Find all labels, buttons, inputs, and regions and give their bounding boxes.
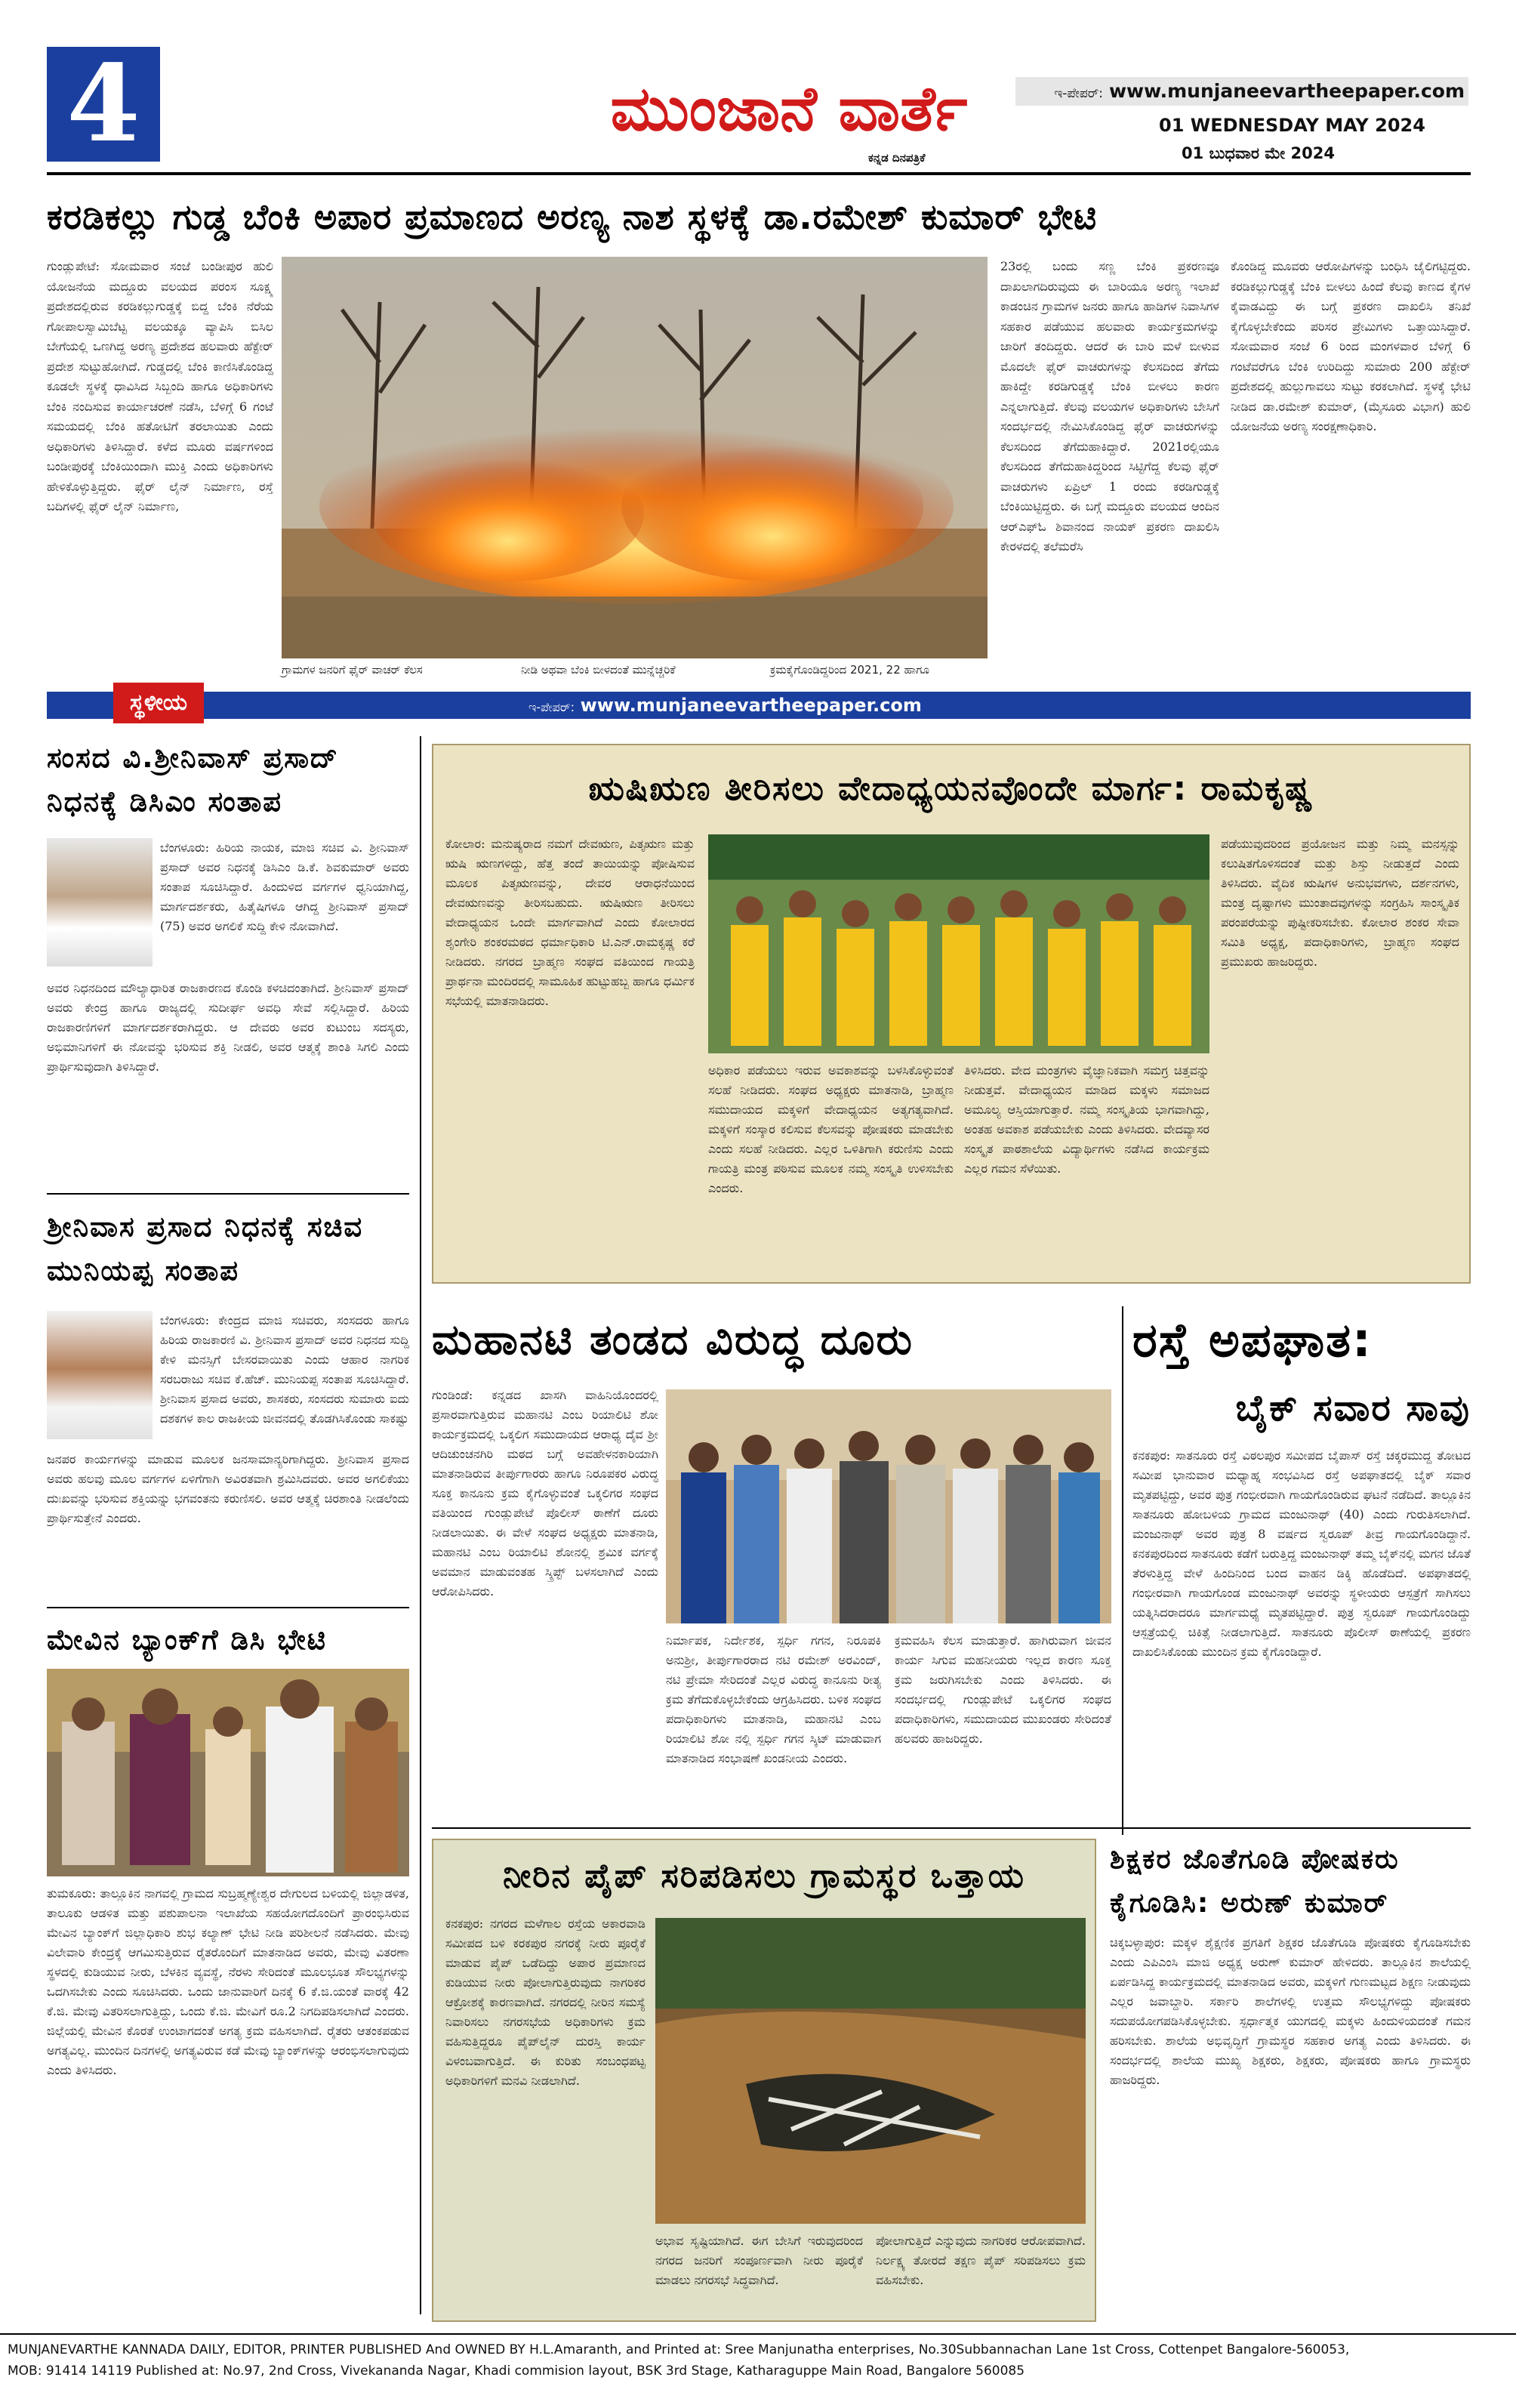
mahanati-col-3: ಕ್ರಮವಹಿಸಿ ಕೆಲಸ ಮಾಡುತ್ತಾರೆ. ಹಾಗಿರುವಾಗ ಜೀವನ ಕಾರ್ಯ ಸಿಗುವ ಮಹನೀಯರು ಇಲ್ಲದ ಕಾರಣ ಸೂಕ್ತ ಕ್ರಮ ಜರುಗಿಸಬೇಕು ಎಂದು ತಿಳಿಸಿದರು. ಈ ಸಂದರ್ಭದಲ್ಲಿ ಗುಂಡ್ಲುಪೇಟೆ ಒಕ್ಕಲಿಗರ ಸಂಘದ ಪದಾಧಿಕಾರಿಗಳು, ಸಮುದಾಯದ ಮುಖಂಡರು ಸೇರಿದಂತೆ ಹಲವರು ಹಾಜರಿದ್ದರು. [895, 1633, 1111, 1746]
section-epaper [528, 692, 1057, 719]
muniyappa-photo [47, 1311, 153, 1439]
photo-caption-1: ಗ್ರಾಮಗಳ ಜನರಿಗೆ ಫೈರ್ ವಾಚರ್ ಕೆಲಸ [282, 663, 423, 677]
pipe-caption-1: ಅಭಾವ ಸೃಷ್ಟಿಯಾಗಿದೆ. ಈಗ ಬೇಸಿಗೆ ಇರುವುದರಿಂದ ನಗರದ ಜನರಿಗೆ ಸಂಪೂರ್ಣವಾಗಿ ನೀರು ಪೂರೈಕೆ ಮಾಡಲು ನಗರಸಭೆ ಸಿದ್ಧವಾಗಿದೆ. [655, 2234, 863, 2287]
accident-headline-2: ಬೈಕ್ ಸವಾರ ಸಾವು [1235, 1387, 1471, 1429]
vedic-students-photo [708, 834, 1209, 1053]
muniyappa-body-top: ಬೆಂಗಳೂರು: ಕೇಂದ್ರದ ಮಾಜಿ ಸಚಿವರು, ಸಂಸದರು ಹಾಗೂ ಹಿರಿಯ ರಾಜಕಾರಣಿ ವಿ. ಶ್ರೀನಿವಾಸ ಪ್ರಸಾದ್ ಅವರ ನಿಧನದ ಸುದ್ದಿ ಕೇಳಿ ಮನಸ್ಸಿಗೆ ಬೇಸರವಾಯಿತು ಎಂದು ಆಹಾರ ನಾಗರಿಕ ಸರಬರಾಜು ಸಚಿವ ಕೆ.ಹೆಚ್. ಮುನಿಯಪ್ಪ ಸಂತಾಪ ಸೂಚಿಸಿದ್ದಾರೆ. ಶ್ರೀನಿವಾಸ ಪ್ರಸಾದ ಅವರು, ಶಾಸಕರು, ಸಂಸದರು ಸುಮಾರು ಐದು ದಶಕಗಳ ಕಾಲ ರಾಜಕೀಯ ಜೀವನದಲ್ಲಿ ತೊಡಗಿಸಿಕೊಂಡು ಸಾಕಷ್ಟು [160, 1313, 409, 1426]
epaper-header [1019, 77, 1465, 106]
section-epaper-link[interactable]: www.munjaneevartheepaper.com [580, 695, 922, 716]
footer-line-2: MOB: 91414 14119 Published at: No.97, 2nd Cross, Vivekananda Nagar, Khadi commision layout, BSK 3rd Stage, Katharaguppe Main Road, Bangalore 560085 [8, 2363, 1025, 2379]
date-english: 01 WEDNESDAY MAY 2024 [1159, 115, 1425, 136]
mahanati-col-2: ನಿರ್ಮಾಪಕ, ನಿರ್ದೇಶಕ, ಸ್ಪರ್ಧಿ ಗಗನ, ನಿರೂಪಕಿ ಅನುಶ್ರೀ, ತೀರ್ಪುಗಾರರಾದ ನಟಿ ರಮೇಶ್ ಅರವಿಂದ್, ನಟಿ ಪ್ರೇಮಾ ಸೇರಿದಂತೆ ಎಲ್ಲರ ವಿರುದ್ಧ ಕಾನೂನು ರೀತ್ಯ ಕ್ರಮ ತೆಗೆದುಕೊಳ್ಳಬೇಕೆಂದು ಆಗ್ರಹಿಸಿದರು. ಬಳಿಕ ಸಂಘದ ಪದಾಧಿಕಾರಿಗಳು ಮಾತನಾಡಿ, ಮಹಾನಟಿ ಎಂಬ ರಿಯಾಲಿಟಿ ಶೋ ನಲ್ಲಿ ಸ್ಪರ್ಧಿ ಗಗನ ಸ್ಕಿಟ್ ಮಾಡುವಾಗ ಮಾತನಾಡಿದ ಸಂಭಾಷಣೆ ಖಂಡನೀಯ ಎಂದರು. [666, 1633, 881, 1765]
teacher-headline-1: ಶಿಕ್ಷಕರ ಜೊತೆಗೂಡಿ ಪೋಷಕರು [1110, 1844, 1400, 1875]
section-epaper-label: ಇ-ಪೇಪರ್: [528, 700, 575, 714]
mahanati-col-1: ಗುಂಡಿಂಡೆ: ಕನ್ನಡದ ಖಾಸಗಿ ವಾಹಿನಿಯೊಂದರಲ್ಲಿ ಪ್ರಸಾರವಾಗುತ್ತಿರುವ ಮಹಾನಟಿ ಎಂಬ ರಿಯಾಲಿಟಿ ಶೋ ಕಾರ್ಯಕ್ರಮದಲ್ಲಿ ಒಕ್ಕಲಿಗ ಸಮುದಾಯದ ಆರಾಧ್ಯ ದೈವ ಶ್ರೀ ಆದಿಚುಂಚನಗಿರಿ ಮಠದ ಬಗ್ಗೆ ಅವಹೇಳನಕಾರಿಯಾಗಿ ಮಾತನಾಡಿರುವ ತೀರ್ಪುಗಾರರು ಹಾಗೂ ನಿರೂಪಕರ ವಿರುದ್ಧ ಸೂಕ್ತ ಕಾನೂನು ಕ್ರಮ ಕೈಗೊಳ್ಳುವಂತೆ ಒಕ್ಕಲಿಗರ ಸಂಘದ ವತಿಯಿಂದ ಗುಂಡ್ಲುಪೇಟೆ ಪೊಲೀಸ್ ಠಾಣೆಗೆ ದೂರು ನೀಡಲಾಯಿತು. ಈ ವೇಳೆ ಸಂಘದ ಅಧ್ಯಕ್ಷರು ಮಾತನಾಡಿ, ಮಹಾನಟಿ ಎಂಬ ರಿಯಾಲಿಟಿ ಶೋನಲ್ಲಿ ಶ್ರಮಿಕ ವರ್ಗಕ್ಕೆ ಅವಮಾನ ಮಾಡುವಂತಹ ಸ್ಕ್ರಿಪ್ಟ್ ಬಳಸಲಾಗಿದೆ ಎಂದು ಆರೋಪಿಸಿದರು. [432, 1388, 658, 1599]
photo-caption-2: ನೀಡಿ ಅಥವಾ ಬೆಂಕಿ ಬೀಳದಂತೆ ಮುನ್ನೆಚ್ಚರಿಕೆ [521, 663, 676, 677]
pipe-caption-2: ಪೋಲಾಗುತ್ತಿದೆ ಎನ್ನುವುದು ನಾಗರಿಕರ ಆರೋಪವಾಗಿದೆ. ನಿರ್ಲಕ್ಷ್ಯ ತೋರದೆ ತಕ್ಷಣ ಪೈಪ್ ಸರಿಪಡಿಸಲು ಕ್ರಮ ವಹಿಸಬೇಕು. [876, 2234, 1086, 2287]
srinivas-body-bottom: ಅವರ ನಿಧನದಿಂದ ಮೌಲ್ಯಾಧಾರಿತ ರಾಜಕಾರಣದ ಕೊಂಡಿ ಕಳಚಿದಂತಾಗಿದೆ. ಶ್ರೀನಿವಾಸ್ ಪ್ರಸಾದ್ ಅವರು ಕೇಂದ್ರ ಹಾಗೂ ರಾಜ್ಯದಲ್ಲಿ ಸುದೀರ್ಘ ಅವಧಿ ಸೇವೆ ಸಲ್ಲಿಸಿದ್ದಾರೆ. ಹಿರಿಯ ರಾಜಕಾರಣಿಗಳಿಗೆ ಮಾರ್ಗದರ್ಶಕರಾಗಿದ್ದರು. ಆ ದೇವರು ಅವರ ಕುಟುಂಬ ಸದಸ್ಯರು, ಅಭಿಮಾನಿಗಳಿಗೆ ಈ ನೋವನ್ನು ಭರಿಸುವ ಶಕ್ತಿ ನೀಡಲಿ, ಅವರ ಆತ್ಮಕ್ಕೆ ಶಾಂತಿ ಸಿಗಲಿ ಎಂದು ಪ್ರಾರ್ಥಿಸುವುದಾಗಿ ತಿಳಿಸಿದ್ದಾರೆ. [47, 981, 409, 1074]
masthead-tagline: ಕನ್ನಡ ದಿನಪತ್ರಿಕೆ [868, 151, 926, 165]
srinivas-body-top: ಬೆಂಗಳೂರು: ಹಿರಿಯ ನಾಯಕ, ಮಾಜಿ ಸಚಿವ ವಿ. ಶ್ರೀನಿವಾಸ್ ಪ್ರಸಾದ್ ಅವರ ನಿಧನಕ್ಕೆ ಡಿಸಿಎಂ ಡಿ.ಕೆ. ಶಿವಕುಮಾರ್ ಅವರು ಸಂತಾಪ ಸೂಚಿಸಿದ್ದಾರೆ. ಹಿಂದುಳಿದ ವರ್ಗಗಳ ಧ್ವನಿಯಾಗಿದ್ದ, ಮಾರ್ಗದರ್ಶಕರು, ಹಿತೈಷಿಗಳೂ ಆಗಿದ್ದ ಶ್ರೀನಿವಾಸ್ ಪ್ರಸಾದ್ (75) ಅವರ ಅಗಲಿಕೆ ಸುದ್ದಿ ಕೇಳಿ ನೋವಾಗಿದೆ. [160, 840, 409, 933]
rishi-col-4: ಪಡೆಯುವುದರಿಂದ ಪ್ರಯೋಜನ ಮತ್ತು ನಿಮ್ಮ ಮನಸ್ಸನ್ನು ಕಲುಷಿತಗೊಳಿಸದಂತೆ ಮತ್ತು ಶಿಸ್ತು ನೀಡುತ್ತದೆ ಎಂದು ತಿಳಿಸಿದರು. ವೈದಿಕ ಋಷಿಗಳ ಅನುಭವಗಳು, ದರ್ಶನಗಳು, ಮಂತ್ರ ದೃಷ್ಟಾಗಳು ಮುಂತಾದವುಗಳನ್ನು ಸಂಗ್ರಹಿಸಿ ಸಾಂಸ್ಕೃತಿಕ ಪರಂಪರೆಯನ್ನು ಪುಷ್ಟೀಕರಿಸಬೇಕು. ಕೋಲಾರ ಶಂಕರ ಸೇವಾ ಸಮಿತಿ ಅಧ್ಯಕ್ಷ, ಪದಾಧಿಕಾರಿಗಳು, ಬ್ರಾಹ್ಮಣ ಸಂಘದ ಪ್ರಮುಖರು ಹಾಜರಿದ್ದರು. [1221, 837, 1459, 969]
masthead-divider [47, 172, 1471, 175]
left-divider-2 [47, 1607, 409, 1608]
rishi-col-2: ಅಧಿಕಾರ ಪಡೆಯಲು ಇರುವ ಅವಕಾಶವನ್ನು ಬಳಸಿಕೊಳ್ಳುವಂತೆ ಸಲಹೆ ನೀಡಿದರು. ಸಂಘದ ಅಧ್ಯಕ್ಷರು ಮಾತನಾಡಿ, ಬ್ರಾಹ್ಮಣ ಸಮುದಾಯದ ಮಕ್ಕಳಿಗೆ ವೇದಾಧ್ಯಯನ ಅತ್ಯಗತ್ಯವಾಗಿದೆ. ಮಕ್ಕಳಿಗೆ ಸಂಸ್ಕಾರ ಕಲಿಸುವ ಕೆಲಸವನ್ನು ಪೋಷಕರು ಮಾಡಬೇಕು ಎಂದು ಸಲಹೆ ನೀಡಿದರು. ಎಲ್ಲರ ಒಳಿತಿಗಾಗಿ ಕರುಣಿಸು ಎಂದು ಗಾಯತ್ರಿ ಮಂತ್ರ ಪಠಿಸುವ ಮೂಲಕ ನಮ್ಮ ಸಂಸ್ಕೃತಿ ಉಳಿಸಬೇಕು ಎಂದರು. [708, 1063, 954, 1195]
accident-headline-1: ರಸ್ತೆ ಅಪಘಾತ: [1132, 1312, 1373, 1367]
rishi-headline: ಋಷಿಋಣ ತೀರಿಸಲು ವೇದಾಧ್ಯಯನವೊಂದೇ ಮಾರ್ಗ: ರಾಮಕೃಷ್ಣ [588, 769, 1314, 808]
epaper-label: ಇ-ಪೇಪರ್: [1054, 86, 1103, 101]
lead-col-3: ಕೊಂಡಿದ್ದ ಮೂವರು ಆರೋಪಿಗಳನ್ನು ಬಂಧಿಸಿ ಜೈಲಿಗಟ್ಟಿದ್ದರು. ಕರಡಿಕಲ್ಲುಗುಡ್ಡಕ್ಕೆ ಬೆಂಕಿ ಬೀಳಲು ಹಿಂದೆ ಕೆಲವು ಕಾಣದ ಕೈಗಳ ಕೈವಾಡವಿದ್ದು ಈ ಬಗ್ಗೆ ಪ್ರಕರಣ ದಾಖಲಿಸಿ ತನಿಖೆ ಕೈಗೊಳ್ಳಬೇಕೆಂದು ಪರಿಸರ ಪ್ರೇಮಿಗಳು ಒತ್ತಾಯಿಸಿದ್ದಾರೆ. ಸೋಮವಾರ ಸಂಜೆ 6 ರಿಂದ ಮಂಗಳವಾರ ಬೆಳಿಗ್ಗೆ 6 ಗಂಟೆವರೆಗೂ ಬೆಂಕಿ ಉರಿದಿದ್ದು ಸುಮಾರು 200 ಹೆಕ್ಟೇರ್ ಪ್ರದೇಶದಲ್ಲಿ ಹುಲ್ಲುಗಾವಲು ಸುಟ್ಟು ಕರಕಲಾಗಿದೆ. ಸ್ಥಳಕ್ಕೆ ಭೇಟಿ ನೀಡಿದ ಡಾ.ರಮೇಶ್ ಕುಮಾರ್, (ಮೈಸೂರು ವಿಭಾಗ) ಹುಲಿ ಯೋಜನೆಯ ಅರಣ್ಯ ಸಂರಕ್ಷಣಾಧಿಕಾರಿ. [1231, 259, 1471, 433]
mid-horizontal-rule [432, 1827, 1471, 1829]
footer-rule [0, 2333, 1516, 2335]
epaper-link[interactable]: www.munjaneevartheepaper.com [1108, 80, 1465, 102]
fodder-bank-photo [47, 1669, 409, 1876]
dk-shivakumar-photo [47, 838, 153, 967]
mid-column-rule [1122, 1306, 1123, 1835]
pipe-headline: ನೀರಿನ ಪೈಪ್ ಸರಿಪಡಿಸಲು ಗ್ರಾಮಸ್ಥರ ಒತ್ತಾಯ [503, 1857, 1025, 1895]
pipe-col-1: ಕನಕಪುರ: ನಗರದ ಮಳೆಗಾಲ ರಸ್ತೆಯ ಅಕಾರವಾಡಿ ಸಮೀಪದ ಬಳಿ ಕರಕಪುರ ನಗರಕ್ಕೆ ನೀರು ಪೂರೈಕೆ ಮಾಡುವ ಪೈಪ್ ಒಡೆದಿದ್ದು ಅಪಾರ ಪ್ರಮಾಣದ ಕುಡಿಯುವ ನೀರು ಪೋಲಾಗುತ್ತಿರುವುದು ನಾಗರಿಕರ ಆಕ್ರೋಶಕ್ಕೆ ಕಾರಣವಾಗಿದೆ. ನಗರದಲ್ಲಿ ನೀರಿನ ಸಮಸ್ಯೆ ನಿವಾರಿಸಲು ನಗರಸಭೆಯ ಅಧಿಕಾರಿಗಳು ಕ್ರಮ ವಹಿಸುತ್ತಿದ್ದರೂ ಪೈಪ್‌ಲೈನ್ ದುರಸ್ತಿ ಕಾರ್ಯ ವಿಳಂಬವಾಗುತ್ತಿದೆ. ಈ ಕುರಿತು ಸಂಬಂಧಪಟ್ಟ ಅಧಿಕಾರಿಗಳಿಗೆ ಮನವಿ ನೀಡಲಾಗಿದೆ. [445, 1916, 646, 2088]
complaint-group-photo [666, 1389, 1111, 1623]
rishi-col-3: ತಿಳಿಸಿದರು. ವೇದ ಮಂತ್ರಗಳು ವೈಜ್ಞಾನಿಕವಾಗಿ ಸಮಗ್ರ ಚಿತ್ತವನ್ನು ನೀಡುತ್ತವೆ. ವೇದಾಧ್ಯಯನ ಮಾಡಿದ ಮಕ್ಕಳು ಸಮಾಜದ ಅಮೂಲ್ಯ ಆಸ್ತಿಯಾಗುತ್ತಾರೆ. ನಮ್ಮ ಸಂಸ್ಕೃತಿಯ ಭಾಗವಾಗಿದ್ದು, ಅಂತಹ ಅವಕಾಶ ಪಡೆಯಬೇಕು ಎಂದು ತಿಳಿಸಿದರು. ವೇದವ್ಯಾಸರ ಸಂಸ್ಕೃತ ಪಾಠಶಾಲೆಯ ವಿದ್ಯಾರ್ಥಿಗಳು ನಡೆಸಿದ ಕಾರ್ಯಕ್ರಮ ಎಲ್ಲರ ಗಮನ ಸೆಳೆಯಿತು. [964, 1063, 1209, 1176]
page-number: 4 [66, 42, 140, 166]
mahanati-headline: ಮಹಾನಟಿ ತಂಡದ ವಿರುದ್ಧ ದೂರು [432, 1315, 914, 1364]
srinivas-headline: ಸಂಸದ ವಿ.ಶ್ರೀನಿವಾಸ್ ಪ್ರಸಾದ್ ನಿಧನಕ್ಕೆ ಡಿಸಿಎಂ ಸಂತಾಪ [47, 742, 339, 818]
photo-caption-3: ಕ್ರಮಕೈಗೊಂಡಿದ್ದರಿಂದ 2021, 22 ಹಾಗೂ [770, 663, 929, 677]
footer-line-1: MUNJANEVARTHE KANNADA DAILY, EDITOR, PRINTER PUBLISHED And OWNED BY H.L.Amaranth, and Printed at: Sree Manjunatha enterprises, No.30Subbannachan Lane 1st Cross, Cottenpet Bangalore-560053, [8, 2342, 1350, 2357]
broken-pipe-photo [655, 1918, 1086, 2224]
section-label: ಸ್ಥಳೀಯ [113, 683, 204, 723]
masthead-title: ಮುಂಜಾನೆ ವಾರ್ತೆ [610, 73, 968, 145]
rishi-col-1: ಕೋಲಾರ: ಮನುಷ್ಯರಾದ ನಮಗೆ ದೇವಋಣ, ಪಿತೃಋಣ ಮತ್ತು ಋಷಿ ಋಣಗಳಿದ್ದು, ಹೆತ್ತ ತಂದೆ ತಾಯಿಯನ್ನು ಪೋಷಿಸುವ ಮೂಲಕ ಪಿತೃಋಣವನ್ನು, ದೇವರ ಆರಾಧನೆಯಿಂದ ದೇವಋಣವನ್ನು ತೀರಿಸಬಹುದು. ಋಷಿಋಣ ತೀರಿಸಲು ವೇದಾಧ್ಯಯನ ಒಂದೇ ಮಾರ್ಗವಾಗಿದೆ ಎಂದು ಕೋಲಾರದ ಶೃಂಗೇರಿ ಶಂಕರಮಠದ ಧರ್ಮಾಧಿಕಾರಿ ಟಿ.ಎನ್.ರಾಮಕೃಷ್ಣ ಕರೆ ನೀಡಿದರು. ನಗರದ ಬ್ರಾಹ್ಮಣ ಸಂಘದ ವತಿಯಿಂದ ಗಾಯತ್ರಿ ಪ್ರಾರ್ಥನಾ ಮಂದಿರದಲ್ಲಿ ಸಾಮೂಹಿಕ ಹುಟ್ಟುಹಬ್ಬ ಹಾಗೂ ಧರ್ಮಿಕ ಸಭೆಯಲ್ಲಿ ಮಾತನಾಡಿದರು. [445, 837, 695, 1008]
teacher-body: ಚಿಕ್ಕಬಳ್ಳಾಪುರ: ಮಕ್ಕಳ ಶೈಕ್ಷಣಿಕ ಪ್ರಗತಿಗೆ ಶಿಕ್ಷಕರ ಜೊತೆಗೂಡಿ ಪೋಷಕರು ಕೈಗೂಡಿಸಬೇಕು ಎಂದು ಎಪಿಎಂಸಿ ಮಾಜಿ ಅಧ್ಯಕ್ಷ ಅರುಣ್ ಕುಮಾರ್ ಹೇಳಿದರು. ತಾಲ್ಲೂಕಿನ ಶಾಲೆಯಲ್ಲಿ ಏರ್ಪಡಿಸಿದ್ದ ಕಾರ್ಯಕ್ರಮದಲ್ಲಿ ಮಾತನಾಡಿದ ಅವರು, ಮಕ್ಕಳಿಗೆ ಗುಣಮಟ್ಟದ ಶಿಕ್ಷಣ ನೀಡುವುದು ಎಲ್ಲರ ಜವಾಬ್ದಾರಿ. ಸರ್ಕಾರಿ ಶಾಲೆಗಳಲ್ಲಿ ಉತ್ತಮ ಸೌಲಭ್ಯಗಳಿದ್ದು ಪೋಷಕರು ಸದುಪಯೋಗಪಡಿಸಿಕೊಳ್ಳಬೇಕು. ಸ್ಪರ್ಧಾತ್ಮಕ ಯುಗದಲ್ಲಿ ಮಕ್ಕಳು ಹಿಂದುಳಿಯದಂತೆ ಗಮನ ಹರಿಸಬೇಕು. ಶಾಲೆಯ ಅಭಿವೃದ್ಧಿಗೆ ಗ್ರಾಮಸ್ಥರ ಸಹಕಾರ ಅಗತ್ಯ ಎಂದು ತಿಳಿಸಿದರು. ಈ ಸಂದರ್ಭದಲ್ಲಿ ಶಾಲೆಯ ಮುಖ್ಯ ಶಿಕ್ಷಕರು, ಶಿಕ್ಷಕರು, ಪೋಷಕರು ಹಾಗೂ ಗ್ರಾಮಸ್ಥರು ಹಾಜರಿದ್ದರು. [1110, 1935, 1471, 2087]
teacher-headline-2: ಕೈಗೂಡಿಸಿ: ಅರುಣ್ ಕುಮಾರ್ [1110, 1888, 1389, 1919]
lead-col-1: ಗುಂಡ್ಲುಪೇಟೆ: ಸೋಮವಾರ ಸಂಜೆ ಬಂಡೀಪುರ ಹುಲಿ ಯೋಜನೆಯ ಮದ್ದೂರು ವಲಯದ ಪರಂಸ ಸೂಕ್ಷ್ಮ ಪ್ರದೇಶದಲ್ಲಿರುವ ಕರಡಿಕಲ್ಲುಗುಡ್ಡಕ್ಕೆ ಬಿದ್ದ ಬೆಂಕಿ ನೆರೆಯ ಗೋಪಾಲಸ್ವಾಮಿಬೆಟ್ಟ ವಲಯಕ್ಕೂ ವ್ಯಾಪಿಸಿ ಬಿಸಿಲ ಬೇಗೆಯಲ್ಲಿ ಒಣಗಿದ್ದ ಅರಣ್ಯ ಪ್ರದೇಶದ ಹಲವಾರು ಹೆಕ್ಟೇರ್ ಪ್ರದೇಶ ಸುಟ್ಟುಹೋಗಿದೆ. ಗುಡ್ಡದಲ್ಲಿ ಬೆಂಕಿ ಕಾಣಿಸಿಕೊಂಡಿದ್ದ ಕೂಡಲೇ ಸ್ಥಳಕ್ಕೆ ಧಾವಿಸಿದ ಸಿಬ್ಬಂದಿ ಹಾಗೂ ಅಧಿಕಾರಿಗಳು ಬೆಂಕಿ ನಂದಿಸುವ ಕಾರ್ಯಾಚರಣೆ ನಡೆಸಿ, ಬೆಳಿಗ್ಗೆ 6 ಗಂಟೆ ಸಮಯದಲ್ಲಿ ಬೆಂಕಿ ಹತೋಟಿಗೆ ತರಲಾಯಿತು ಎಂದು ಅಧಿಕಾರಿಗಳು ತಿಳಿಸಿದ್ದಾರೆ. ಕಳೆದ ಮೂರು ವರ್ಷಗಳಿಂದ ಬಂಡೀಪುರಕ್ಕೆ ಬೆಂಕಿಯಿಂದಾಗಿ ಮುಕ್ತಿ ಎಂದು ಅಧಿಕಾರಿಗಳು ಹೇಳಿಕೊಳ್ಳುತ್ತಿದ್ದರು. ಫೈರ್ ಲೈನ್ ನಿರ್ಮಾಣ, ರಸ್ತೆ ಬದಿಗಳಲ್ಲಿ ಫೈರ್ ಲೈನ್ ನಿರ್ಮಾಣ, [47, 259, 273, 513]
left-column-rule [420, 736, 421, 2314]
date-kannada: 01 ಬುಧವಾರ ಮೇ 2024 [1182, 144, 1335, 162]
lead-col-2: 23ರಲ್ಲಿ ಬಂದು ಸಣ್ಣ ಬೆಂಕಿ ಪ್ರಕರಣವೂ ದಾಖಲಾಗದಿರುವುದು ಈ ಬಾರಿಯೂ ಅರಣ್ಯ ಇಲಾಖೆ ಕಾಡಂಚಿನ ಗ್ರಾಮಗಳ ಜನರು ಹಾಗೂ ಹಾಡಿಗಳ ನಿವಾಸಿಗಳ ಸಹಕಾರ ಪಡೆಯುವ ಹಲವಾರು ಕಾರ್ಯಕ್ರಮಗಳನ್ನು ಜಾರಿಗೆ ತಂದಿದ್ದರು. ಆದರೆ ಈ ಬಾರಿ ಮಳೆ ಬೀಳುವ ಮೊದಲೇ ಫೈರ್ ವಾಚರುಗಳನ್ನು ಕೆಲಸದಿಂದ ತೆಗೆದು ಹಾಕಿದ್ದೇ ಕರಡಿಗುಡ್ಡಕ್ಕೆ ಬೆಂಕಿ ಬೀಳಲು ಕಾರಣ ಎನ್ನಲಾಗುತ್ತಿದೆ. ಕೆಲವು ವಲಯಗಳ ಅಧಿಕಾರಿಗಳು ಬೇಸಿಗೆ ಸಂದರ್ಭದಲ್ಲಿ ನೇಮಿಸಿಕೊಂಡಿದ್ದ ಫೈರ್ ವಾಚರುಗಳನ್ನು ಕೆಲಸದಿಂದ ತೆಗೆದುಹಾಕಿದ್ದಾರೆ. 2021ರಲ್ಲಿಯೂ ಕೆಲಸದಿಂದ ತೆಗೆದುಹಾಕಿದ್ದರಿಂದ ಸಿಟ್ಟಿಗೆದ್ದ ಕೆಲವು ಫೈರ್ ವಾಚರುಗಳು ಏಪ್ರಿಲ್ 1 ರಂದು ಕರಡಿಗುಡ್ಡಕ್ಕೆ ಬೆಂಕಿಯಿಟ್ಟಿದ್ದರು. ಈ ಬಗ್ಗೆ ಮದ್ದೂರು ವಲಯದ ಆಂದಿನ ಆರ್‌ಎಫ್‌ಓ ಶಿವಾನಂದ ನಾಯಕ್ ಪ್ರಕರಣ ದಾಖಲಿಸಿ ಕೇರಳದಲ್ಲಿ ತಲೆಮರೆಸಿ [1000, 259, 1219, 553]
muniyappa-body-bottom: ಜನಪರ ಕಾರ್ಯಗಳನ್ನು ಮಾಡುವ ಮೂಲಕ ಜನಸಾಮಾನ್ಯರಿಗಾಗಿದ್ದರು. ಶ್ರೀನಿವಾಸ ಪ್ರಸಾದ ಅವರು ಹಲವು ಮೂಲ ವರ್ಗಗಳ ಏಳಿಗೆಗಾಗಿ ಅವಿರತವಾಗಿ ಶ್ರಮಿಸಿದವರು. ಅವರ ಅಗಲಿಕೆಯು ದುಃಖವನ್ನು ಭರಿಸುವ ಶಕ್ತಿಯನ್ನು ಭಗವಂತನು ಕರುಣಿಸಲಿ. ಅವರ ಆತ್ಮಕ್ಕೆ ಚಿರಶಾಂತಿ ನೀಡಲೆಂದು ಪ್ರಾರ್ಥಿಸುತ್ತೇನೆ ಎಂದರು. [47, 1452, 409, 1525]
muniyappa-headline: ಶ್ರೀನಿವಾಸ ಪ್ರಸಾದ ನಿಧನಕ್ಕೆ ಸಚಿವ ಮುನಿಯಪ್ಪ ಸಂತಾಪ [47, 1210, 364, 1287]
bank-headline: ಮೇವಿನ ಬ್ಯಾಂಕ್‌ಗೆ ಡಿಸಿ ಭೇಟಿ [47, 1623, 327, 1656]
left-divider-1 [47, 1193, 409, 1195]
bank-body: ತುಮಕೂರು: ತಾಲ್ಲೂಕಿನ ನಾಗವಲ್ಲಿ ಗ್ರಾಮದ ಸುಬ್ರಹ್ಮಣ್ಯೇಶ್ವರ ದೇಗುಲದ ಬಳಿಯಲ್ಲಿ ಜಿಲ್ಲಾಡಳಿತ, ತಾಲೂಕು ಆಡಳಿತ ಮತ್ತು ಪಶುಪಾಲನಾ ಇಲಾಖೆಯ ಸಹಯೋಗದೊಂದಿಗೆ ಪ್ರಾರಂಭಿಸಿರುವ ಮೇವಿನ ಬ್ಯಾಂಕ್‌ಗೆ ಜಿಲ್ಲಾಧಿಕಾರಿ ಶುಭ ಕಲ್ಯಾಣ್ ಭೇಟಿ ನೀಡಿ ಪರಿಶೀಲನೆ ನಡೆಸಿದರು. ಮೇವು ವಿಲೇವಾರಿ ಕೇಂದ್ರಕ್ಕೆ ಆಗಮಿಸುತ್ತಿರುವ ರೈತರೊಂದಿಗೆ ಮಾತನಾಡಿದ ಅವರು, ಮೇವು ವಿತರಣಾ ಸ್ಥಳದಲ್ಲಿ ಕುಡಿಯುವ ನೀರು, ಬೆಳಕಿನ ವ್ಯವಸ್ಥೆ, ನೆರಳು ಸೇರಿದಂತೆ ಮೂಲಭೂತ ಸೌಲಭ್ಯಗಳನ್ನು ಒದಗಿಸಬೇಕು ಎಂದು ಸೂಚಿಸಿದರು. ಒಂದು ಜಾನುವಾರಿಗೆ ದಿನಕ್ಕೆ 6 ಕೆ.ಜಿ.ಯಂತೆ ವಾರಕ್ಕೆ 42 ಕೆ.ಜಿ. ಮೇವು ವಿತರಿಸಲಾಗುತ್ತಿದ್ದು, ಒಂದು ಕೆ.ಜಿ. ಮೇವಿಗೆ ರೂ.2 ನಿಗದಿಪಡಿಸಲಾಗಿದೆ ಎಂದರು. ಜಿಲ್ಲೆಯಲ್ಲಿ ಮೇವಿನ ಕೊರತೆ ಉಂಟಾಗದಂತೆ ಅಗತ್ಯ ಕ್ರಮ ವಹಿಸಲಾಗಿದೆ. ರೈತರು ಆತಂಕಪಡುವ ಅಗತ್ಯವಿಲ್ಲ. ಮುಂದಿನ ದಿನಗಳಲ್ಲಿ ಅಗತ್ಯವಿರುವ ಕಡೆ ಮೇವು ಬ್ಯಾಂಕ್‌ಗಳನ್ನು ಆರಂಭಿಸಲಾಗುವುದು ಎಂದು ತಿಳಿಸಿದರು. [47, 1886, 409, 2077]
accident-body: ಕನಕಪುರ: ಸಾತನೂರು ರಸ್ತೆ ವಿಠಲಪುರ ಸಮೀಪದ ಬೈಪಾಸ್ ರಸ್ತೆ ಚಕ್ಕರಮುದ್ದ ತೋಟದ ಸಮೀಪ ಭಾನುವಾರ ಮಧ್ಯಾಹ್ನ ಸಂಭವಿಸಿದ ರಸ್ತೆ ಅಪಘಾತದಲ್ಲಿ ಬೈಕ್ ಸವಾರ ಮೃತಪಟ್ಟಿದ್ದು, ಅವರ ಪುತ್ರ ಗಂಭೀರವಾಗಿ ಗಾಯಗೊಂಡಿರುವ ಘಟನೆ ನಡೆದಿದೆ. ತಾಲ್ಲೂಕಿನ ಸಾತನೂರು ಹೋಬಳಿಯ ಗ್ರಾಮದ ಮಂಜುನಾಥ್ (40) ಎಂದು ಗುರುತಿಸಲಾಗಿದೆ. ಮಂಜುನಾಥ್ ಅವರ ಪುತ್ರ 8 ವರ್ಷದ ಸ್ವರೂಪ್ ತೀವ್ರ ಗಾಯಗೊಂಡಿದ್ದಾನೆ. ಕನಕಪುರದಿಂದ ಸಾತನೂರು ಕಡೆಗೆ ಬರುತ್ತಿದ್ದ ಮಂಜುನಾಥ್ ತಮ್ಮ ಬೈಕ್‌ನಲ್ಲಿ ಮಗನ ಜೊತೆ ತೆರಳುತ್ತಿದ್ದ ವೇಳೆ ಹಿಂದಿನಿಂದ ಬಂದ ವಾಹನ ಡಿಕ್ಕಿ ಹೊಡೆದಿದೆ. ಅಪಘಾತದಲ್ಲಿ ಗಂಭೀರವಾಗಿ ಗಾಯಗೊಂಡ ಮಂಜುನಾಥ್ ಅವರನ್ನು ಸ್ಥಳೀಯರು ಆಸ್ಪತ್ರೆಗೆ ಸಾಗಿಸಲು ಯತ್ನಿಸಿದರಾದರೂ ಮಾರ್ಗಮಧ್ಯೆ ಮೃತಪಟ್ಟಿದ್ದಾರೆ. ಪುತ್ರ ಸ್ವರೂಪ್ ಗಾಯಗೊಂಡಿದ್ದು ಆಸ್ಪತ್ರೆಯಲ್ಲಿ ಚಿಕಿತ್ಸೆ ನೀಡಲಾಗುತ್ತಿದೆ. ಸಾತನೂರು ಪೊಲೀಸ್ ಠಾಣೆಯಲ್ಲಿ ಪ್ರಕರಣ ದಾಖಲಿಸಿಕೊಂಡು ಮುಂದಿನ ಕ್ರಮ ಕೈಗೊಂಡಿದ್ದಾರೆ. [1132, 1448, 1471, 1659]
lead-headline: ಕರಡಿಕಲ್ಲು ಗುಡ್ಡ ಬೆಂಕಿ ಅಪಾರ ಪ್ರಮಾಣದ ಅರಣ್ಯ ನಾಶ ಸ್ಥಳಕ್ಕೆ ಡಾ.ರಮೇಶ್ ಕುಮಾರ್ ಭೇಟಿ [47, 196, 1098, 237]
forest-fire-photo [282, 257, 988, 658]
